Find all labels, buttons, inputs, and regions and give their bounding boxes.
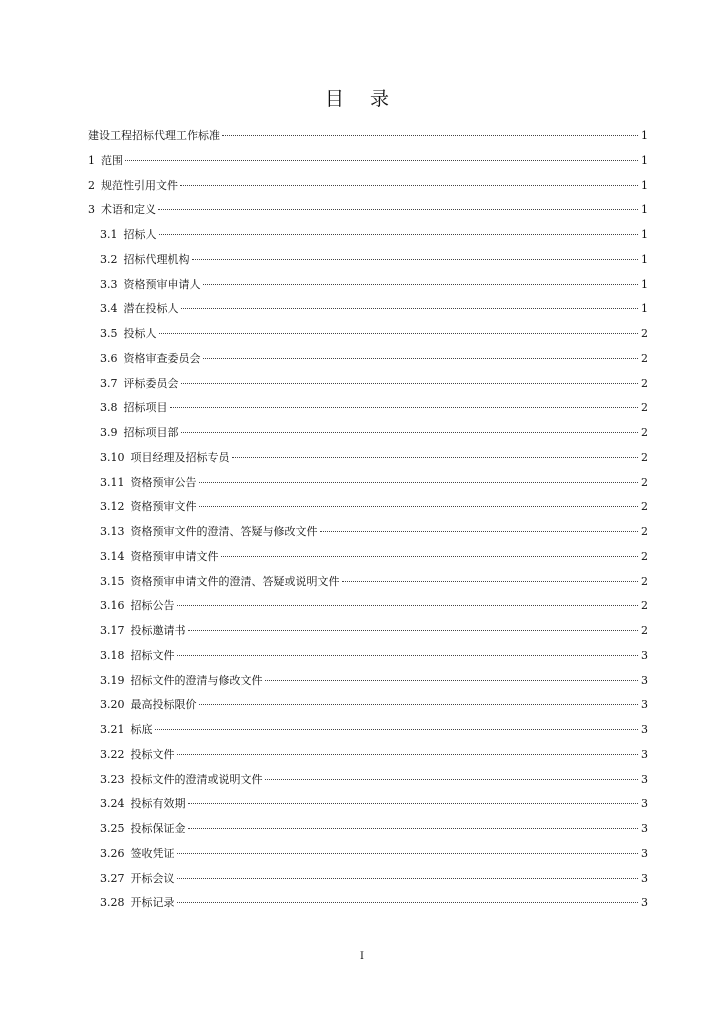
toc-entry-label: 资格预审公告: [130, 475, 197, 489]
toc-entry-page: 1: [641, 153, 648, 167]
toc-entry-label: 项目经理及招标专员: [130, 450, 230, 464]
toc-entry[interactable]: [88, 669, 648, 694]
toc-entry-page: 2: [641, 426, 648, 439]
toc-entry-label: 最高投标限价: [130, 698, 197, 712]
toc-entry-page: 2: [641, 525, 648, 538]
toc-entry-page: 3: [641, 846, 648, 860]
toc-entry[interactable]: [88, 570, 648, 595]
toc-dot-leader: [265, 779, 639, 780]
toc-entry-label: 术语和定义: [101, 203, 156, 217]
toc-entry-number: 3.9: [100, 426, 118, 439]
toc-entry-number: 3.18: [100, 648, 125, 662]
toc-entry[interactable]: [88, 768, 648, 793]
toc-dot-leader: [158, 209, 638, 210]
toc-entry-page: 1: [641, 129, 648, 142]
toc-entry-number: 3.16: [100, 599, 125, 613]
toc-dot-leader: [342, 581, 639, 582]
toc-entry-page: 2: [641, 401, 648, 415]
toc-dot-leader: [170, 407, 639, 408]
toc-entry-label: 招标文件: [130, 648, 175, 662]
toc-entry[interactable]: [88, 842, 648, 867]
toc-entry[interactable]: [88, 248, 648, 273]
toc-entry-page: 3: [641, 723, 648, 736]
toc-entry-number: 3.12: [100, 500, 125, 514]
toc-entry-label: 投标人: [123, 327, 157, 340]
toc-entry-number: 3.3: [100, 277, 118, 291]
toc-dot-leader: [188, 803, 639, 804]
toc-dot-leader: [177, 853, 639, 854]
toc-entry-label: 投标文件的澄清或说明文件: [130, 772, 263, 786]
toc-entry[interactable]: [88, 124, 648, 149]
toc-entry-label: 招标文件的澄清与修改文件: [130, 673, 263, 687]
toc-entry[interactable]: [88, 273, 648, 298]
toc-entry-label: 投标有效期: [130, 797, 186, 811]
toc-entry-label: 资格预审申请文件的澄清、答疑或说明文件: [130, 574, 340, 588]
toc-entry-page: 2: [641, 624, 648, 637]
toc-entry-page: 3: [641, 822, 648, 835]
toc-entry-number: 3.1: [100, 228, 118, 241]
toc-dot-leader: [180, 185, 638, 186]
toc-entry-label: 投标文件: [130, 747, 175, 761]
toc-entry-number: 3.15: [100, 574, 125, 588]
toc-entry-label: 建设工程招标代理工作标准: [88, 129, 220, 142]
toc-entry[interactable]: [88, 693, 648, 718]
toc-dot-leader: [199, 704, 639, 705]
toc-entry[interactable]: [88, 891, 648, 916]
toc-entry-label: 签收凭证: [130, 846, 175, 860]
toc-entry-label: 资格预审文件的澄清、答疑与修改文件: [130, 525, 318, 538]
toc-entry[interactable]: [88, 421, 648, 446]
toc-entry-number: 3.14: [100, 549, 125, 563]
toc-entry-number: 3.4: [100, 302, 118, 316]
toc-entry[interactable]: [88, 322, 648, 347]
toc-entry-page: 2: [641, 450, 648, 464]
toc-entry-number: 3.11: [100, 475, 125, 489]
toc-entry-number: 3.8: [100, 401, 118, 415]
toc-dot-leader: [177, 902, 639, 903]
toc-entry[interactable]: [88, 520, 648, 545]
toc-entry-label: 投标邀请书: [130, 624, 186, 637]
toc-entry-label: 潜在投标人: [123, 302, 179, 316]
toc-entry-label: 开标记录: [130, 896, 175, 910]
toc-entry-label: 范围: [101, 153, 123, 167]
toc-entry-page: 1: [641, 203, 648, 217]
toc-entry-page: 2: [641, 351, 648, 365]
toc-entry[interactable]: [88, 743, 648, 768]
toc-entry-number: 2: [88, 178, 95, 192]
toc-dot-leader: [192, 259, 639, 260]
toc-entry-number: 3.22: [100, 747, 125, 761]
toc-entry[interactable]: [88, 174, 648, 199]
toc-entry[interactable]: [88, 446, 648, 471]
toc-entry[interactable]: [88, 867, 648, 892]
toc-entry[interactable]: [88, 223, 648, 248]
toc-entry-label: 规范性引用文件: [101, 178, 178, 192]
toc-dot-leader: [320, 531, 639, 532]
toc-entry-number: 3.23: [100, 772, 125, 786]
toc-entry-page: 3: [641, 698, 648, 712]
toc-entry-page: 3: [641, 747, 648, 761]
toc-entry-page: 2: [641, 376, 648, 390]
toc-entry-label: 招标人: [123, 228, 157, 241]
toc-entry-page: 1: [641, 252, 648, 266]
toc-dot-leader: [177, 605, 639, 606]
toc-entry-page: 2: [641, 327, 648, 340]
toc-dot-leader: [177, 655, 639, 656]
toc-dot-leader: [203, 284, 639, 285]
toc-entry-number: 3.21: [100, 723, 125, 736]
toc-entry-label: 资格预审申请人: [123, 277, 201, 291]
toc-entry-page: 1: [641, 302, 648, 316]
toc-dot-leader: [159, 333, 639, 334]
page-title: 目 录: [324, 88, 400, 110]
toc-entry-label: 标底: [130, 723, 153, 736]
toc-entry-number: 1: [88, 153, 95, 167]
toc-entry-page: 2: [641, 599, 648, 613]
toc-entry-label: 资格预审文件: [130, 500, 197, 514]
toc-entry-page: 3: [641, 896, 648, 910]
toc-entry-number: 3.13: [100, 525, 125, 538]
toc-entry-page: 1: [641, 178, 648, 192]
toc-entry[interactable]: [88, 297, 648, 322]
toc-entry[interactable]: [88, 471, 648, 496]
toc-entry-page: 1: [641, 277, 648, 291]
toc-entry-label: 资格预审申请文件: [130, 549, 219, 563]
toc-dot-leader: [181, 308, 639, 309]
toc-dot-leader: [188, 828, 639, 829]
toc-entry[interactable]: [88, 644, 648, 669]
table-of-contents: [88, 124, 648, 916]
toc-entry-label: 资格审查委员会: [123, 351, 201, 365]
toc-entry-number: 3.6: [100, 351, 118, 365]
toc-entry[interactable]: [88, 495, 648, 520]
toc-entry[interactable]: [88, 149, 648, 174]
toc-entry-page: 3: [641, 648, 648, 662]
toc-entry[interactable]: [88, 792, 648, 817]
toc-entry-page: 2: [641, 475, 648, 489]
toc-entry-page: 2: [641, 574, 648, 588]
toc-entry-page: 1: [641, 228, 648, 241]
toc-entry[interactable]: [88, 718, 648, 743]
toc-entry-page: 3: [641, 871, 648, 885]
toc-entry-page: 3: [641, 797, 648, 811]
toc-dot-leader: [199, 482, 639, 483]
toc-entry-number: 3.20: [100, 698, 125, 712]
toc-dot-leader: [222, 135, 638, 136]
toc-entry-number: 3.5: [100, 327, 118, 340]
toc-entry-label: 招标代理机构: [123, 252, 190, 266]
toc-entry-number: 3.10: [100, 450, 125, 464]
toc-dot-leader: [177, 878, 639, 879]
toc-entry-number: 3.17: [100, 624, 125, 637]
toc-entry-label: 招标公告: [130, 599, 175, 613]
toc-dot-leader: [181, 383, 639, 384]
toc-entry-number: 3.2: [100, 252, 118, 266]
toc-entry[interactable]: [88, 396, 648, 421]
toc-dot-leader: [203, 358, 639, 359]
toc-entry[interactable]: [88, 619, 648, 644]
toc-entry-number: 3.24: [100, 797, 125, 811]
toc-entry-page: 2: [641, 500, 648, 514]
toc-entry-page: 2: [641, 549, 648, 563]
toc-entry-number: 3.25: [100, 822, 125, 835]
toc-dot-leader: [177, 754, 639, 755]
toc-entry-label: 投标保证金: [130, 822, 186, 835]
toc-dot-leader: [221, 556, 639, 557]
toc-entry-page: 3: [641, 673, 648, 687]
toc-entry-number: 3.26: [100, 846, 125, 860]
toc-entry-page: 3: [641, 772, 648, 786]
toc-dot-leader: [159, 234, 639, 235]
toc-entry-label: 招标项目部: [123, 426, 179, 439]
footer-page-number: I: [360, 951, 364, 962]
toc-entry[interactable]: [88, 372, 648, 397]
toc-entry-number: 3.28: [100, 896, 125, 910]
toc-entry-number: 3.7: [100, 376, 118, 390]
toc-entry[interactable]: [88, 545, 648, 570]
toc-dot-leader: [232, 457, 639, 458]
toc-entry-label: 招标项目: [123, 401, 168, 415]
toc-entry-number: 3.19: [100, 673, 125, 687]
toc-dot-leader: [155, 729, 639, 730]
toc-entry-number: 3: [88, 203, 95, 217]
toc-entry[interactable]: [88, 594, 648, 619]
toc-entry-number: 3.27: [100, 871, 125, 885]
toc-entry[interactable]: [88, 198, 648, 223]
toc-entry-label: 开标会议: [130, 871, 175, 885]
toc-dot-leader: [181, 432, 639, 433]
toc-entry[interactable]: [88, 347, 648, 372]
toc-entry[interactable]: [88, 817, 648, 842]
toc-dot-leader: [125, 160, 638, 161]
toc-dot-leader: [199, 506, 639, 507]
toc-entry-label: 评标委员会: [123, 376, 179, 390]
toc-dot-leader: [265, 680, 639, 681]
toc-dot-leader: [188, 630, 639, 631]
